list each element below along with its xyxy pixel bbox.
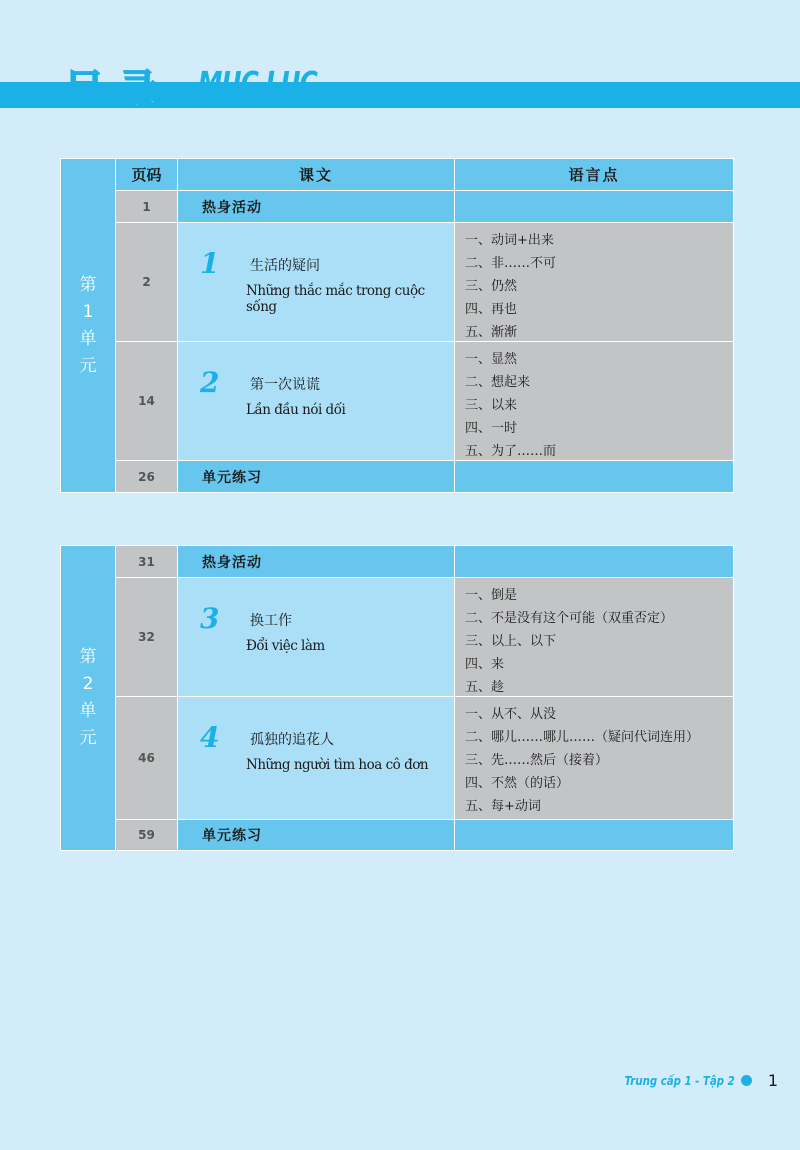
language-points	[455, 578, 733, 699]
lesson-title-cn: 生活的疑问	[250, 258, 320, 274]
unit-label: 第2单元	[61, 546, 116, 850]
lesson-title-cn: 换工作	[250, 613, 292, 629]
list-item: 三、仍然	[465, 279, 518, 294]
list-item: 三、以来	[465, 398, 518, 413]
unit-2-table	[60, 545, 734, 851]
list-item: 一、从不、从没	[465, 707, 557, 722]
page-number: 1	[116, 191, 178, 223]
warmup-title: 热身活动	[178, 546, 455, 578]
lesson-title-cn: 孤独的追花人	[250, 732, 334, 748]
unit-label: 第1单元	[61, 159, 116, 492]
language-points	[455, 697, 733, 818]
lesson-number: 4	[200, 721, 220, 754]
list-item: 三、先……然后（接着）	[465, 753, 609, 768]
page-title-vn: MỤC LỤC	[198, 66, 318, 101]
list-item: 二、非……不可	[465, 256, 557, 271]
exercise-title: 单元练习	[178, 461, 455, 493]
lesson-row[interactable]	[116, 578, 733, 697]
page-footer	[605, 1071, 778, 1090]
language-points	[455, 342, 733, 463]
page-number-footer: 1	[767, 1071, 778, 1090]
list-item: 二、不是没有这个可能（双重否定）	[465, 611, 674, 626]
lesson-title-cn: 第一次说谎	[250, 377, 320, 393]
lesson-title-vn: Những thắc mắc trong cuộc sống	[246, 283, 425, 315]
header-lang: 语言点	[455, 159, 733, 191]
table-header	[116, 159, 733, 191]
book-title: Trung cấp 1 - Tập 2	[624, 1073, 735, 1088]
lesson-title-vn: Lần đầu nói dối	[246, 402, 346, 418]
lesson-number: 1	[200, 247, 220, 280]
lesson-number: 3	[200, 602, 220, 635]
list-item: 二、想起来	[465, 375, 531, 390]
list-item: 四、不然（的话）	[465, 776, 570, 791]
list-item: 四、来	[465, 657, 505, 672]
language-points	[455, 223, 733, 344]
bullet-dot-icon	[741, 1075, 752, 1086]
lesson-number: 2	[200, 366, 220, 399]
page-number: 26	[116, 461, 178, 493]
page-title-cn: 目录	[64, 67, 172, 113]
warmup-title: 热身活动	[178, 191, 455, 223]
unit-1-table	[60, 158, 734, 493]
list-item: 三、以上、以下	[465, 634, 557, 649]
lesson-title-vn: Đổi việc làm	[246, 638, 325, 654]
header-page: 页码	[116, 159, 178, 191]
table-row[interactable]	[116, 820, 733, 851]
lesson-title-vn: Những người tìm hoa cô đơn	[246, 757, 429, 773]
list-item: 一、动词+出来	[465, 233, 554, 248]
lesson-row[interactable]	[116, 342, 733, 461]
page-number: 31	[116, 546, 178, 578]
list-item: 一、显然	[465, 352, 518, 367]
list-item: 二、哪儿……哪儿……（疑问代词连用）	[465, 730, 700, 745]
list-item: 四、再也	[465, 302, 518, 317]
list-item: 五、渐渐	[465, 325, 518, 340]
page-number: 14	[116, 342, 178, 461]
header-text: 课文	[178, 159, 455, 191]
list-item: 五、每+动词	[465, 799, 541, 814]
table-row[interactable]	[116, 461, 733, 493]
lesson-row[interactable]	[116, 697, 733, 820]
page-number: 59	[116, 820, 178, 851]
list-item: 一、倒是	[465, 588, 518, 603]
list-item: 五、趁	[465, 680, 505, 695]
table-row[interactable]	[116, 546, 733, 578]
table-row[interactable]	[116, 191, 733, 223]
exercise-title: 单元练习	[178, 820, 455, 851]
page-number: 46	[116, 697, 178, 820]
lesson-row[interactable]	[116, 223, 733, 342]
page-number: 32	[116, 578, 178, 697]
page-number: 2	[116, 223, 178, 342]
list-item: 四、一时	[465, 421, 518, 436]
list-item: 五、为了……而	[465, 444, 557, 459]
